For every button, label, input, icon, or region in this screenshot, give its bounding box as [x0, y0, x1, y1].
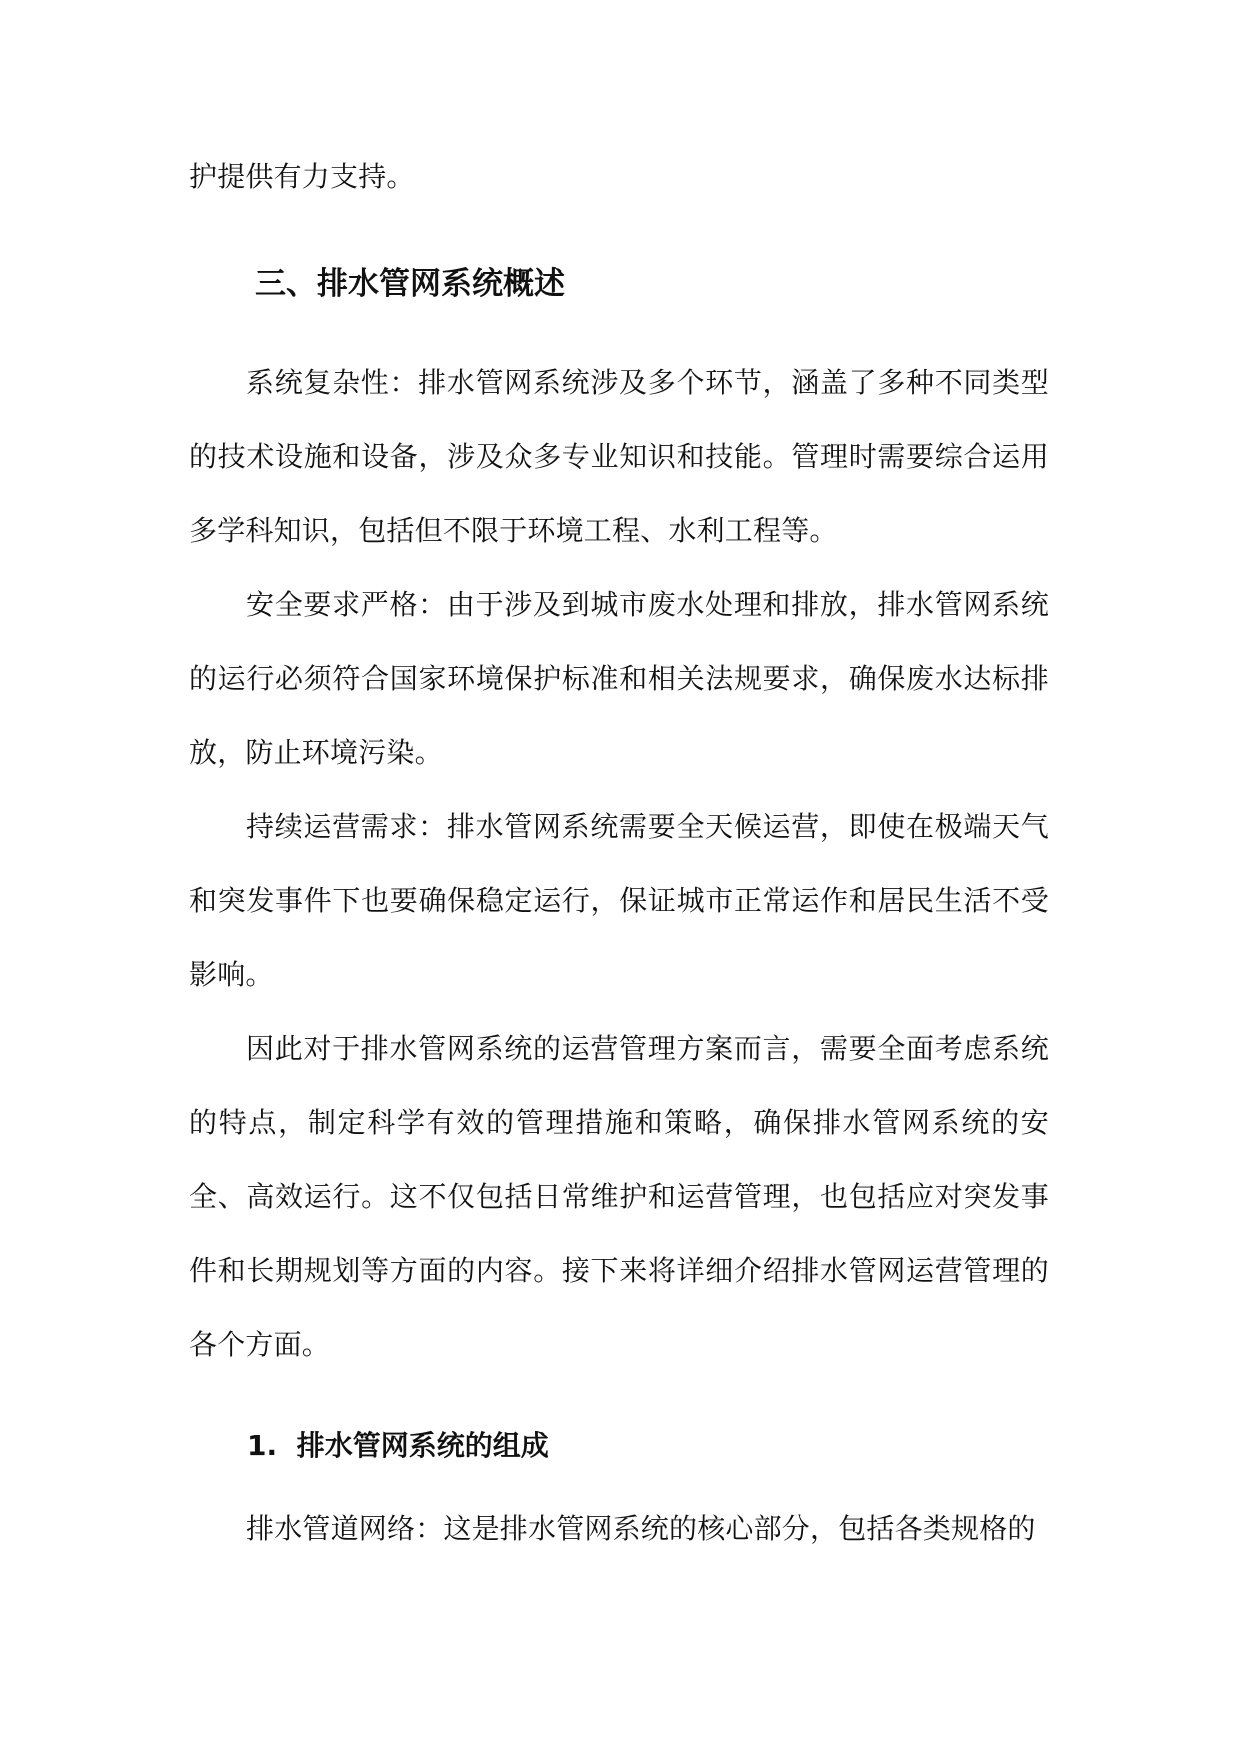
paragraph-safety-requirements: 安全要求严格：由于涉及到城市废水处理和排放，排水管网系统的运行必须符合国家环境保护标准和相关法规要求，确保废水达标排放，防止环境污染。	[189, 588, 1049, 769]
paragraph-continuous-operation: 持续运营需求：排水管网系统需要全天候运营，即使在极端天气和突发事件下也要确保稳定运行，保证城市正常运作和居民生活不受影响。	[189, 810, 1049, 991]
paragraph-conclusion: 因此对于排水管网系统的运营管理方案而言，需要全面考虑系统的特点，制定科学有效的管理措施和策略，确保排水管网系统的安全、高效运行。这不仅包括日常维护和运营管理，也包括应对突发事件和长期规划等方面的内容。接下来将详细介绍排水管网运营管理的各个方面。	[189, 1032, 1049, 1361]
subsection-heading	[247, 1410, 1049, 1482]
paragraph-system-complexity: 系统复杂性：排水管网系统涉及多个环节，涵盖了多种不同类型的技术设施和设备，涉及众多专业知识和技能。管理时需要综合运用多学科知识，包括但不限于环境工程、水利工程等。	[189, 366, 1049, 547]
section-heading: 三、排水管网系统概述	[255, 266, 565, 302]
page-content	[189, 140, 1049, 1566]
subsection-title: 排水管网系统的组成	[296, 1429, 549, 1462]
subsection-number: 1.	[247, 1429, 278, 1462]
intro-paragraph-tail: 护提供有力支持。	[189, 160, 415, 193]
paragraph-drainage-network: 排水管道网络：这是排水管网系统的核心部分，包括各类规格的	[246, 1512, 1036, 1545]
